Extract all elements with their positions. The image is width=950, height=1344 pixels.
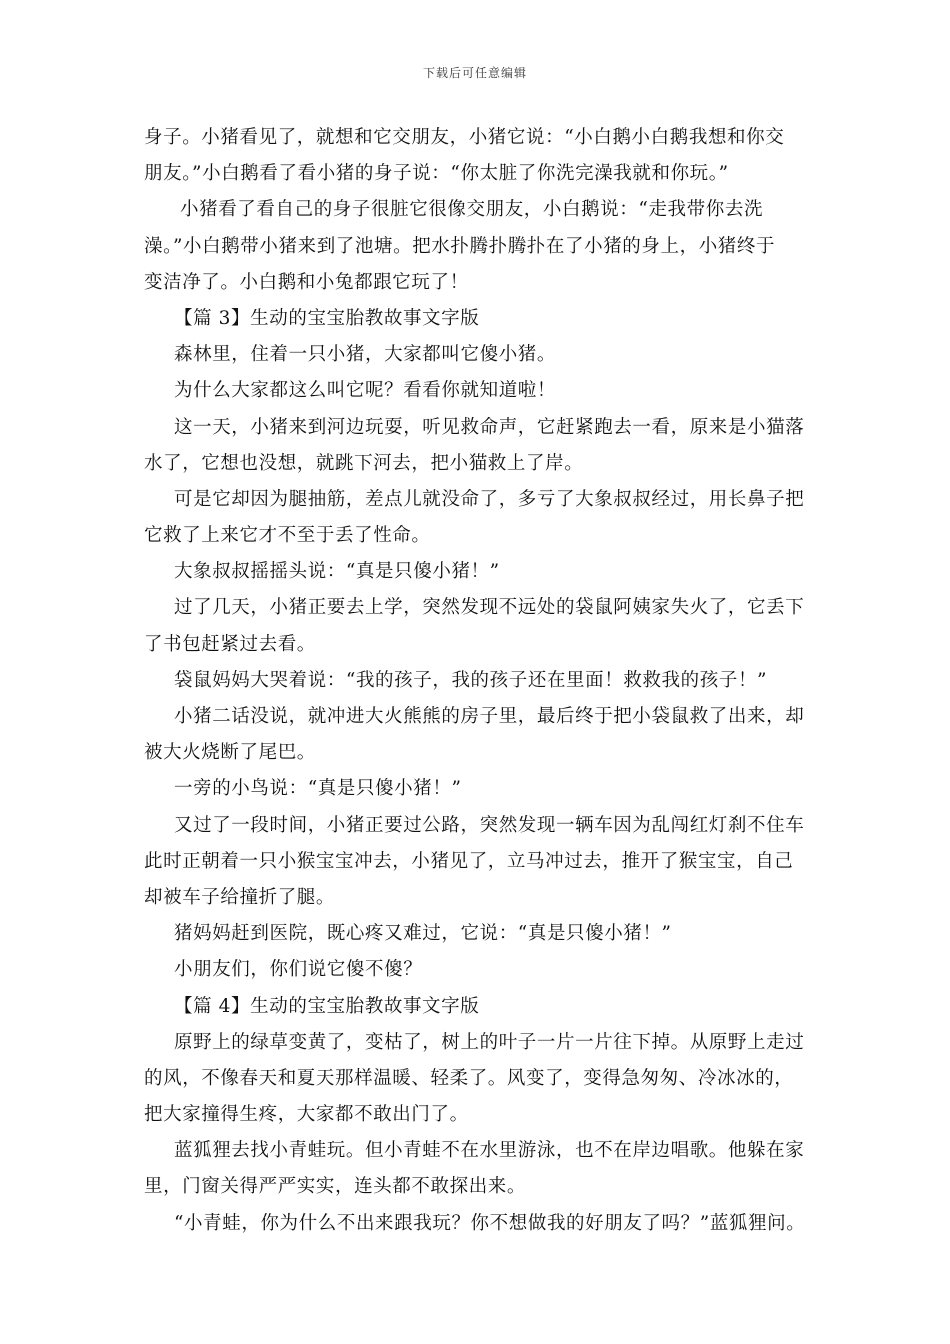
text-line: 森林里，住着一只小猪，大家都叫它傻小猪。 bbox=[174, 344, 557, 366]
text-line: 大象叔叔摇摇头说：“真是只傻小猪！” bbox=[174, 561, 500, 583]
text-line: 把大家撞得生疼，大家都不敢出门了。 bbox=[144, 1104, 469, 1126]
page-header: 下载后可任意编辑 bbox=[422, 66, 527, 80]
text-line: 朋友。”小白鹅看了看小猪的身子说：“你太脏了你洗完澡我就和你玩。” bbox=[144, 163, 729, 185]
section-heading: 【篇 4】生动的宝宝胎教故事文字版 bbox=[174, 995, 480, 1017]
text-line: 袋鼠妈妈大哭着说：“我的孩子，我的孩子还在里面！救救我的孩子！” bbox=[174, 669, 768, 691]
text-line: 一旁的小鸟说：“真是只傻小猪！” bbox=[174, 778, 462, 800]
text-line: 身子。小猪看见了，就想和它交朋友，小猪它说：“小白鹅小白鹅我想和你交 bbox=[144, 127, 785, 148]
section-heading: 【篇 3】生动的宝宝胎教故事文字版 bbox=[174, 307, 480, 329]
text-line: 里，门窗关得严严实实，连头都不敢探出来。 bbox=[144, 1176, 527, 1198]
text-line: 蓝狐狸去找小青蛙玩。但小青蛙不在水里游泳，也不在岸边唱歌。他躲在家 bbox=[174, 1140, 805, 1162]
text-line: 变洁净了。小白鹅和小兔都跟它玩了！ bbox=[144, 271, 469, 293]
text-line: 此时正朝着一只小猴宝宝冲去，小猪见了，立马冲过去，推开了猴宝宝，自己 bbox=[144, 850, 794, 872]
text-line: 原野上的绿草变黄了，变枯了，树上的叶子一片一片往下掉。从原野上走过 bbox=[174, 1031, 805, 1053]
text-line: 小猪二话没说，就冲进大火熊熊的房子里，最后终于把小袋鼠救了出来，却 bbox=[174, 706, 805, 727]
text-line: 的风，不像春天和夏天那样温暖、轻柔了。风变了，变得急匆匆、冷冰冰的， bbox=[144, 1067, 794, 1089]
text-line: 这一天，小猪来到河边玩耍，听见救命声，它赶紧跑去一看，原来是小猫落 bbox=[174, 416, 805, 438]
text-line: “小青蛙，你为什么不出来跟我玩？你不想做我的好朋友了吗？”蓝狐狸问。 bbox=[174, 1212, 806, 1234]
text-line: 它救了上来它才不至于丢了性命。 bbox=[144, 525, 431, 547]
text-line: 小猪看了看自己的身子很脏它很像交朋友，小白鹅说：“走我带你去洗 bbox=[180, 199, 764, 221]
text-line: 可是它却因为腿抽筋，差点儿就没命了，多亏了大象叔叔经过，用长鼻子把 bbox=[174, 488, 805, 510]
text-line: 澡。”小白鹅带小猪来到了池塘。把水扑腾扑腾扑在了小猪的身上，小猪终于 bbox=[144, 235, 776, 257]
text-line: 却被车子给撞折了腿。 bbox=[144, 886, 336, 908]
text-line: 又过了一段时间，小猪正要过公路，突然发现一辆车因为乱闯红灯刹不住车 bbox=[174, 814, 805, 836]
text-line: 被大火烧断了尾巴。 bbox=[144, 742, 316, 764]
text-line: 过了几天，小猪正要去上学，突然发现不远处的袋鼠阿姨家失火了，它丢下 bbox=[174, 597, 805, 619]
text-line: 小朋友们，你们说它傻不傻？ bbox=[174, 959, 423, 981]
text-line: 了书包赶紧过去看。 bbox=[144, 633, 316, 655]
text-line: 为什么大家都这么叫它呢？看看你就知道啦！ bbox=[174, 380, 557, 402]
text-line: 水了，它想也没想，就跳下河去，把小猫救上了岸。 bbox=[144, 452, 584, 474]
text-line: 猪妈妈赶到医院，既心疼又难过，它说：“真是只傻小猪！” bbox=[174, 923, 672, 945]
document-body bbox=[144, 120, 834, 1242]
